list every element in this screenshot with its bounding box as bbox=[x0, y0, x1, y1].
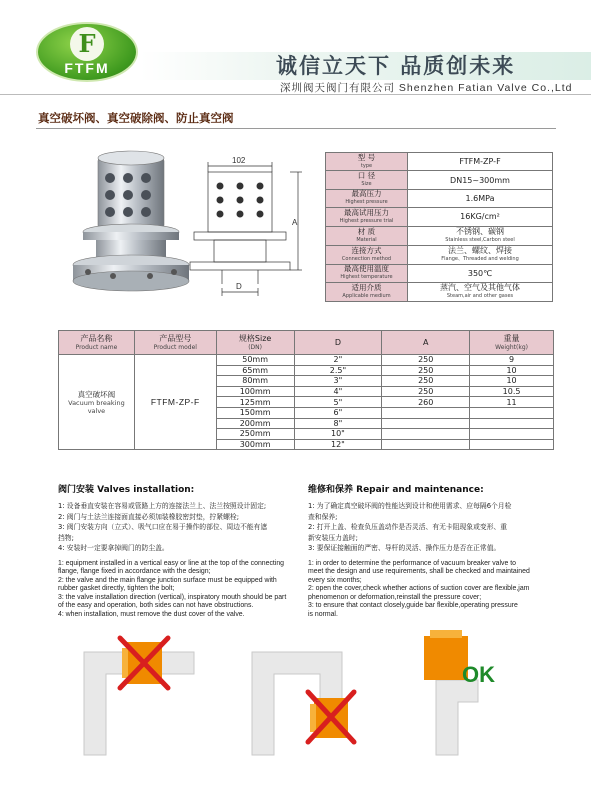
header-divider bbox=[0, 94, 591, 95]
size-cell: 125mm bbox=[216, 397, 294, 408]
weight-cell: 9 bbox=[470, 355, 554, 366]
spec-row bbox=[326, 208, 553, 226]
weight-cell bbox=[470, 418, 554, 429]
spec-value: 350℃ bbox=[467, 268, 493, 278]
spec-label-en: Size bbox=[361, 181, 372, 188]
spec-label: 最高使用温度 bbox=[344, 264, 389, 274]
maintenance-zh-line: 查和保养; bbox=[308, 512, 338, 521]
spec-value: 蒸汽、空气及其他气体 bbox=[440, 282, 520, 292]
spec-row bbox=[326, 264, 553, 282]
illustration-wrong-inverted bbox=[232, 630, 392, 760]
col-header: A bbox=[382, 331, 470, 355]
installation-zh-line: 4: 安装时一定要拿掉阀门的防尘盖。 bbox=[58, 544, 169, 552]
spec-label: 最高压力 bbox=[351, 189, 382, 199]
weight-cell bbox=[470, 429, 554, 440]
maintenance-zh-line: 新安装压力盖时; bbox=[308, 533, 358, 542]
a-cell: 250 bbox=[382, 355, 470, 366]
installation-en-line: 1: equipment installed in a vertical easy or line at the top of the connecting bbox=[58, 559, 284, 567]
d-cell: 4" bbox=[294, 386, 382, 397]
product-name-cell: 真空破坏阀 Vacuum breaking valve bbox=[59, 355, 135, 450]
a-cell: 250 bbox=[382, 365, 470, 376]
installation-zh-line: 1: 设备垂直安装在容易或管路上方的连接法兰上、法兰按照设计固定; bbox=[58, 502, 267, 510]
maintenance-en-line: meet the design and use requirements, shall be checked and maintained bbox=[308, 568, 530, 576]
spec-label-en: Highest temperature bbox=[340, 274, 393, 281]
maintenance-title: 维修和保养 Repair and maintenance: bbox=[308, 485, 484, 495]
installation-en-line: rubber gasket directly, tighten the bolt; bbox=[58, 585, 175, 593]
spec-row bbox=[326, 171, 553, 189]
size-cell: 100mm bbox=[216, 386, 294, 397]
section-title: 真空破坏阀、真空破除阀、防止真空阀 bbox=[38, 111, 234, 125]
weight-cell bbox=[470, 439, 554, 450]
a-cell: 260 bbox=[382, 397, 470, 408]
dim-side-label: A bbox=[292, 218, 298, 227]
spec-label-en: type bbox=[360, 162, 373, 169]
section-divider bbox=[36, 128, 556, 129]
illustration-wrong-horizontal bbox=[64, 630, 224, 760]
maintenance-en-line: 3: to ensure that contact closely,guide bar flexible,operating pressure bbox=[308, 602, 518, 610]
spec-label: 型 号 bbox=[357, 152, 376, 162]
spec-value: 1.6MPa bbox=[465, 193, 495, 203]
size-cell: 65mm bbox=[216, 365, 294, 376]
a-cell: 250 bbox=[382, 376, 470, 387]
size-table-header bbox=[59, 331, 554, 355]
valve-drawing bbox=[186, 152, 306, 302]
spec-label: 适用介质 bbox=[351, 282, 382, 292]
a-cell bbox=[382, 429, 470, 440]
dim-bottom-label: D bbox=[236, 282, 242, 291]
size-cell: 250mm bbox=[216, 429, 294, 440]
slogan: 诚信立天下 品质创未来 bbox=[276, 53, 516, 78]
spec-value: 不锈钢、碳钢 bbox=[456, 226, 504, 236]
col-header: 产品名称 Product name bbox=[59, 331, 135, 355]
a-cell bbox=[382, 439, 470, 450]
maintenance-zh-line: 2: 打开上盖、检查负压盖动作是否灵活、有无卡阻现象或变形、重 bbox=[308, 523, 508, 531]
size-cell: 300mm bbox=[216, 439, 294, 450]
product-model-cell: FTFM-ZP-F bbox=[134, 355, 216, 450]
spec-row bbox=[326, 189, 553, 207]
d-cell: 8" bbox=[294, 418, 382, 429]
spec-value: 16KG/cm² bbox=[460, 212, 500, 222]
d-cell: 3" bbox=[294, 376, 382, 387]
spec-table bbox=[325, 152, 553, 302]
maintenance-en-line: is normal. bbox=[308, 611, 338, 619]
spec-value: DN15~300mm bbox=[450, 175, 510, 185]
spec-value-en: Flange、Threaded and welding bbox=[441, 255, 519, 262]
valve-photo bbox=[68, 150, 198, 300]
spec-label: 材 质 bbox=[357, 226, 376, 236]
d-cell: 6" bbox=[294, 407, 382, 418]
installation-section bbox=[58, 482, 298, 620]
weight-cell: 10.5 bbox=[470, 386, 554, 397]
d-cell: 2.5" bbox=[294, 365, 382, 376]
maintenance-section bbox=[308, 482, 548, 620]
installation-en-line: flange, flange fixed in accordance with the design; bbox=[58, 568, 211, 576]
a-cell bbox=[382, 407, 470, 418]
installation-en-line: of the easy and operation, both sides can not have obstructions. bbox=[58, 602, 254, 610]
spec-value: FTFM-ZP-F bbox=[459, 157, 501, 167]
installation-en-line: 4: when installation, must remove the dust cover of the valve. bbox=[58, 611, 245, 619]
col-header: D bbox=[294, 331, 382, 355]
d-cell: 2" bbox=[294, 355, 382, 366]
size-cell: 80mm bbox=[216, 376, 294, 387]
spec-value-en: Steam,air and other gases bbox=[446, 292, 514, 299]
maintenance-en-line: every six months; bbox=[308, 576, 362, 584]
spec-value-en: Stainless steel,Carbon steel bbox=[445, 236, 515, 243]
installation-zh-line: 2: 阀门与土法兰连接面直接必须加装橡胶密封垫，拧紧螺栓; bbox=[58, 512, 239, 521]
logo-text: FTFM bbox=[64, 60, 110, 76]
maintenance-zh-line: 1: 为了确定真空破坏阀的性能达到设计和使用需求、应每隔6个月检 bbox=[308, 502, 512, 510]
weight-cell: 10 bbox=[470, 376, 554, 387]
maintenance-en-line: phenomenon or deformation,reinstall the pressure cover; bbox=[308, 593, 482, 601]
installation-title: 阀门安装 Valves installation: bbox=[58, 485, 195, 495]
logo-f-icon: F bbox=[70, 27, 104, 61]
installation-en-line: 2: the valve and the main flange junction surface must be equipped with bbox=[58, 576, 277, 584]
spec-label: 连接方式 bbox=[351, 245, 382, 255]
spec-label: 口 径 bbox=[357, 171, 376, 181]
spec-row bbox=[326, 226, 553, 245]
installation-zh-line: 3: 阀门安装方向（立式）、吸气口应在易于操作的部位、周边不能有遮 bbox=[58, 523, 268, 531]
table-row bbox=[59, 355, 554, 366]
spec-label: 最高试用压力 bbox=[344, 207, 389, 217]
spec-label-en: Highest pressure trial bbox=[339, 217, 394, 224]
page-header bbox=[0, 0, 591, 98]
size-table bbox=[58, 330, 554, 450]
spec-row bbox=[326, 153, 553, 171]
ok-label: OK bbox=[462, 662, 495, 687]
a-cell bbox=[382, 418, 470, 429]
d-cell: 12" bbox=[294, 439, 382, 450]
spec-label-en: Applicable medium bbox=[342, 292, 391, 299]
illustration-correct bbox=[400, 630, 560, 760]
installation-zh-line: 挡物; bbox=[58, 533, 74, 542]
spec-row bbox=[326, 282, 553, 301]
dim-top-label: 102 bbox=[232, 156, 246, 165]
spec-label-en: Connection method bbox=[341, 255, 392, 262]
size-cell: 50mm bbox=[216, 355, 294, 366]
spec-row bbox=[326, 245, 553, 264]
spec-label-en: Material bbox=[356, 236, 377, 243]
company-name: 深圳阀天阀门有限公司 Shenzhen Fatian Valve Co.,Ltd bbox=[280, 82, 573, 94]
size-cell: 150mm bbox=[216, 407, 294, 418]
col-header: 规格Size (DN) bbox=[216, 331, 294, 355]
col-header: 重量 Weight(kg) bbox=[470, 331, 554, 355]
col-header: 产品型号 Product model bbox=[134, 331, 216, 355]
size-cell: 200mm bbox=[216, 418, 294, 429]
a-cell: 250 bbox=[382, 386, 470, 397]
maintenance-en-line: 2: open the cover,check whether actions of suction cover are flexible,jam bbox=[308, 585, 530, 593]
spec-value: 法兰、螺纹、焊接 bbox=[448, 245, 512, 255]
spec-label-en: Highest pressure bbox=[345, 199, 388, 206]
weight-cell: 10 bbox=[470, 365, 554, 376]
d-cell: 5" bbox=[294, 397, 382, 408]
maintenance-zh-line: 3: 要保证接触面的严密、导杆的灵活、操作压力是否在正常值。 bbox=[308, 544, 501, 552]
installation-en-line: 3: the valve installation direction (vertical), inspiratory mouth should be part bbox=[58, 593, 287, 601]
weight-cell bbox=[470, 407, 554, 418]
maintenance-en-line: 1: in order to determine the performance of vacuum breaker valve to bbox=[308, 559, 516, 567]
d-cell: 10" bbox=[294, 429, 382, 440]
weight-cell: 11 bbox=[470, 397, 554, 408]
